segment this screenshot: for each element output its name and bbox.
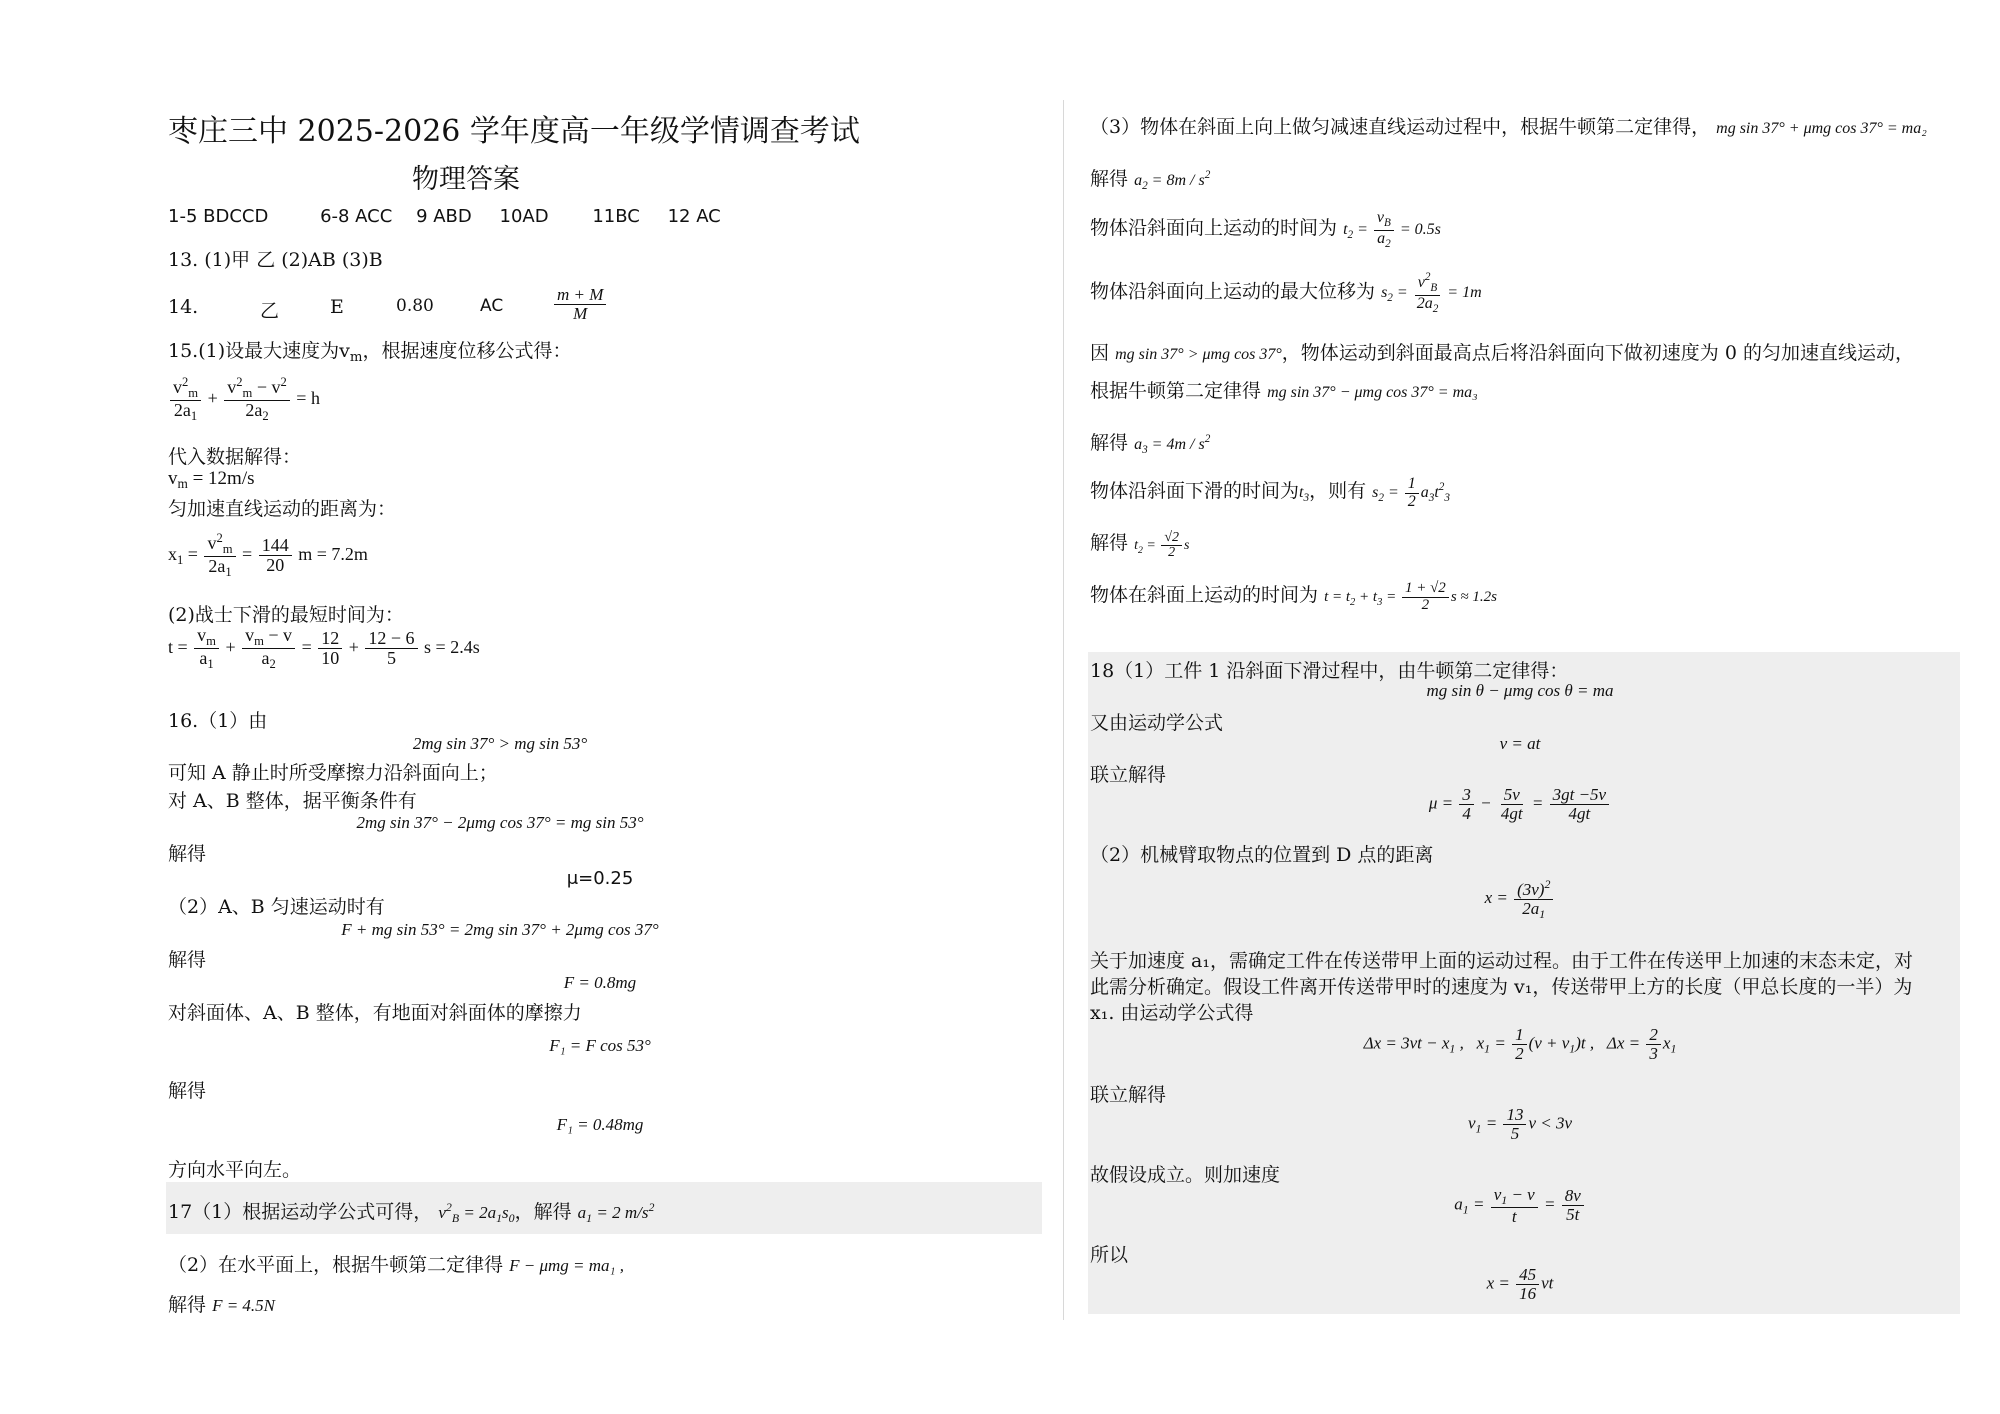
q15-eq3: t = $\frac{v_m}{a_1}$ + $\frac{v_m - v}{a_2}$ = $\frac{12}{10}$ + $\frac{12 - 6}{5}$ s = 2.4s xyxy=(168,625,480,672)
q16-line3: 对斜面体、A、B 整体，有地面对斜面体的摩擦力 xyxy=(168,1002,582,1024)
q14-d: AC xyxy=(480,296,504,316)
q14-a: 乙 xyxy=(260,300,280,322)
mc-11: 11BC xyxy=(592,206,640,227)
q18-line5: 所以 xyxy=(1090,1244,1129,1266)
q16-line2: 对 A、B 整体，据平衡条件有 xyxy=(168,790,417,812)
q15-part2: (2)战士下滑的最短时间为： xyxy=(168,604,404,626)
q16-direction: 方向水平向左。 xyxy=(168,1159,302,1181)
q15-eq2: $x_1$ = $\frac{v^2_m}{2a_1}$ = $\frac{144}{20}$ m = 7.2m xyxy=(168,531,368,580)
q18-a1-eq: $a_1$ = $\frac{v_1 - v}{t}$ = $\frac{8v}{5t}$ xyxy=(1420,1186,1620,1225)
q18-x-result: x = $\frac{45}{16}$ vt xyxy=(1486,1265,1554,1303)
q16-eq3: F + mg sin 53° = 2mg sin 37° + 2μmg cos 37° xyxy=(341,920,659,939)
q18-line4: 故假设成立。则加速度 xyxy=(1090,1164,1281,1186)
q18-para-line2: 此需分析确定。假设工件离开传送带甲时的速度为 v₁，传送带甲上方的长度（甲总长度的一半）为 xyxy=(1090,976,1913,998)
q16-part2: （2）A、B 匀速运动时有 xyxy=(168,896,385,918)
q17-a3: 解得 $a_3 = 4m / s^2$ xyxy=(1090,432,1211,456)
mc-1-5: 1-5 BDCCD xyxy=(168,206,269,227)
q14-b: E xyxy=(330,296,344,318)
q15-eq1: $\frac{v^2_m}{2a_1}$ + $\frac{v^2_m - v^2}{2a_2}$ = h xyxy=(168,376,320,423)
q18-line2: 联立解得 xyxy=(1090,764,1167,786)
q18-line1: 又由运动学公式 xyxy=(1090,712,1224,734)
q18-part1: 18（1）工件 1 沿斜面下滑过程中，由牛顿第二定律得： xyxy=(1090,660,1569,682)
q16-solve1: 解得 xyxy=(168,843,207,865)
q16-line1: 可知 A 静止时所受摩擦力沿斜面向上； xyxy=(168,762,498,784)
page-subtitle: 物理答案 xyxy=(412,164,520,195)
q15-intro: 15.(1)设最大速度为$v_m$，根据速度位移公式得： xyxy=(168,340,572,365)
mc-9: 9 ABD xyxy=(416,206,472,227)
q18-eq2: v = at xyxy=(1499,734,1541,753)
mc-12: 12 AC xyxy=(667,206,721,227)
q15-distance-intro: 匀加速直线运动的距离为： xyxy=(168,498,397,520)
q17-t2: 物体沿斜面向上运动的时间为 $t_2$ = $\frac{v_B}{a_2}$ = 0.5s xyxy=(1090,209,1441,250)
mc-answers xyxy=(168,206,721,227)
mc-6-8: 6-8 ACC xyxy=(320,206,393,227)
mc-10: 10AD xyxy=(499,206,549,227)
q17-part2: （2）在水平面上，根据牛顿第二定律得 F − μmg = ma₁ , xyxy=(168,1254,624,1276)
q15-substitute: 代入数据解得： xyxy=(168,446,302,468)
q18-kinematics-eq: $\Delta x = 3vt - x_1$ , $x_1$ = $\frac{1}{2}$ $(v + v_1)t$ , Δx = $\frac{2}{3}$ $x_1$ xyxy=(1363,1025,1677,1063)
q15-vm: $v_m = 12m/s$ xyxy=(168,468,255,491)
q16-eq1: 2mg sin 37° > mg sin 53° xyxy=(412,734,588,753)
q17-solve-t: 解得 $t_2$ = $\frac{√2}{2}$ s xyxy=(1090,529,1190,561)
q17-part3: （3）物体在斜面上向上做匀减速直线运动过程中，根据牛顿第二定律得， mg sin 37° + μmg cos 37° = ma₂ xyxy=(1090,116,1927,138)
q17-part1: 17（1）根据运动学公式可得， $v^2_B = 2a_1s_0$，解得 $a_1 = 2$ $m/s^2$ xyxy=(168,1200,655,1225)
q18-v1-eq: $v_1$ = $\frac{13}{5}$ v < 3v xyxy=(1467,1105,1573,1143)
q16-part1: 16.（1）由 xyxy=(168,710,268,732)
q17-solve-F: 解得 F = 4.5N xyxy=(168,1294,276,1316)
q17-s2: 物体沿斜面向上运动的最大位移为 $s_2$ = $\frac{v^2_B}{2a_2}$ = 1m xyxy=(1090,271,1482,315)
q17-newton2: 根据牛顿第二定律得 mg sin 37° − μmg cos 37° = ma₃ xyxy=(1090,380,1478,402)
q13-answer: 13. (1)甲 乙 (2)AB (3)B xyxy=(168,249,383,271)
q14-c: 0.80 xyxy=(396,296,434,316)
q16-mu: μ=0.25 xyxy=(566,868,634,889)
q17-a2: 解得 $a_2 = 8m / s^2$ xyxy=(1090,168,1211,192)
page-title: 枣庄三中 2025-2026 学年度高一年级学情调查考试 xyxy=(168,114,860,149)
q16-F1: F₁ = F cos 53° xyxy=(549,1036,651,1055)
q18-eq3: μ = $\frac{3}{4}$ − $\frac{5v}{4gt}$ = $\frac{3gt -5v}{4gt}$ xyxy=(1320,786,1720,823)
q16-eq2: 2mg sin 37° − 2μmg cos 37° = mg sin 53° xyxy=(356,813,644,832)
q16-F1-value: F₁ = 0.48mg xyxy=(556,1115,644,1134)
q18-part2: （2）机械臂取物点的位置到 D 点的距离 xyxy=(1090,844,1434,866)
column-divider xyxy=(1063,100,1064,1320)
q17-t3: 物体沿斜面下滑的时间为$t_3$，则有 $s_2$ = $\frac{1}{2}$ $a_3t^2_3$ xyxy=(1090,475,1450,510)
q18-x-eq: x = $\frac{(3v)^2}{2a_1}$ xyxy=(1420,878,1620,920)
q18-eq1: mg sin θ − μmg cos θ = ma xyxy=(1426,681,1614,700)
q14-number: 14. xyxy=(168,296,199,318)
q18-para-line3: x₁. 由运动学公式得 xyxy=(1090,1002,1254,1024)
q16-solve3: 解得 xyxy=(168,1080,207,1102)
q17-condition: 因 mg sin 37° > μmg cos 37°，物体运动到斜面最高点后将沿斜面向下做初速度为 0 的匀加速直线运动， xyxy=(1090,342,1914,364)
q17-total-time: 物体在斜面上运动的时间为 $t = t_2 + t_3$ = $\frac{1 + √2}{2}$ s ≈ 1.2s xyxy=(1090,580,1497,614)
q16-solve2: 解得 xyxy=(168,949,207,971)
q18-para-line1: 关于加速度 a₁，需确定工件在传送带甲上面的运动过程。由于工件在传送甲上加速的末态未定，对 xyxy=(1090,950,1913,972)
q14-formula: $\frac{m + M}{M}$ xyxy=(552,286,608,323)
q14-answer xyxy=(168,285,604,323)
q16-F: F = 0.8mg xyxy=(563,973,637,992)
q18-line3: 联立解得 xyxy=(1090,1084,1167,1106)
